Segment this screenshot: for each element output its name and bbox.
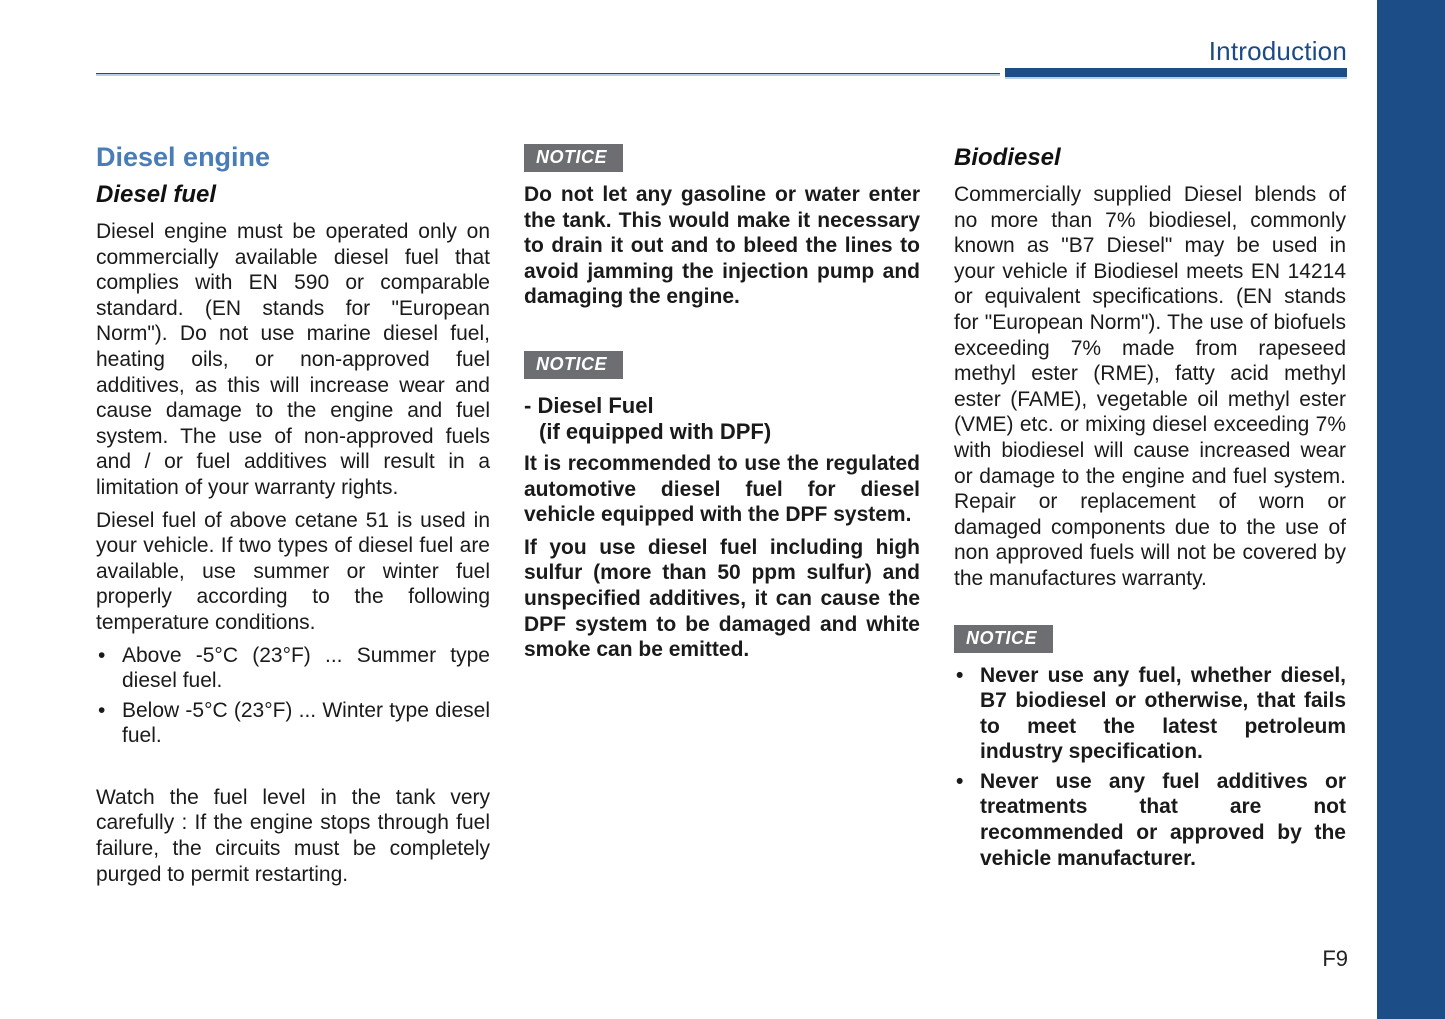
biodiesel-notice-bullet-list [954, 663, 1346, 872]
bullet-summer-fuel: • Above -5°C (23°F) ... Summer type diesel fuel. [96, 643, 490, 694]
notice-badge-3: NOTICE [954, 625, 1053, 653]
diesel-fuel-paragraph-1: Diesel engine must be operated only on commercially available diesel fuel that complies with EN 590 or comparable standard. (EN stands for "European Norm"). Do not use marine diesel fuel, heating oils, or non-approved fuel additives, as this will increase wear and cause damage to the engine and fuel system. The use of non-approved fuels and / or fuel additives will result in a limitation of your warranty rights. [96, 220, 490, 499]
subheading-diesel-fuel: Diesel fuel [96, 181, 217, 208]
notice-badge-2: NOTICE [524, 351, 623, 379]
column-notices [524, 140, 920, 894]
notice-2-heading-line1: - Diesel Fuel [524, 392, 654, 418]
column-diesel-engine [96, 140, 490, 894]
column-biodiesel [954, 140, 1346, 894]
diesel-fuel-paragraph-3: Watch the fuel level in the tank very carefully : If the engine stops through fuel failure, the circuits must be completely purged to permit restarting. [96, 785, 490, 886]
section-title: Introduction [1208, 36, 1347, 66]
content-columns [96, 140, 1348, 894]
diesel-fuel-paragraph-2: Diesel fuel of above cetane 51 is used in your vehicle. If two types of diesel fuel are available, use summer or winter fuel properly according to the following temperature conditions. [96, 508, 490, 634]
biodiesel-paragraph-1: Commercially supplied Diesel blends of no more than 7% biodiesel, commonly known as "B7 Diesel" may be used in your vehicle if Biodiesel meets EN 14214 or equivalent specifications. (EN stands for "European Norm"). The use of biofuels exceeding 7% made from rapeseed methyl ester (RME), fatty acid methyl ester (FAME), vegetable oil methyl ester (VME) etc. or mixing diesel exceeding 7% with biodiesel will cause increased wear or damage to the engine and fuel system. Repair or replacement of worn or damaged components due to the use of non approved fuels will not be covered by the manufactures warranty. [954, 183, 1346, 590]
header-rule-thick [1005, 68, 1347, 79]
heading-diesel-engine: Diesel engine [96, 142, 271, 172]
fuel-type-bullet-list [96, 643, 490, 749]
bullet-never-use-additives: • Never use any fuel additives or treatments that are not recommended or approved by the vehicle manufacturer. [954, 769, 1346, 871]
bullet-winter-fuel: • Below -5°C (23°F) ... Winter type diesel fuel. [96, 698, 490, 749]
notice-2-body-2: If you use diesel fuel including high sulfur (more than 50 ppm sulfur) and unspecified additives, it can cause the DPF system to be damaged and white smoke can be emitted. [524, 535, 920, 662]
section-edge-bar [1377, 0, 1445, 1019]
heading-biodiesel: Biodiesel [954, 144, 1061, 171]
notice-2-body-1: It is recommended to use the regulated automotive diesel fuel for diesel vehicle equipped with the DPF system. [524, 451, 920, 527]
bullet-never-use-fuel: • Never use any fuel, whether diesel, B7 biodiesel or otherwise, that fails to meet the latest petroleum industry specification. [954, 663, 1346, 765]
notice-1-body: Do not let any gasoline or water enter the tank. This would make it necessary to drain it out and to bleed the lines to avoid jamming the injection pump and damaging the engine. [524, 183, 920, 309]
notice-2-heading [524, 393, 920, 445]
page-number: F9 [1322, 946, 1348, 971]
header-rule-thin [96, 73, 1000, 76]
notice-2-heading-line2: (if equipped with DPF) [539, 418, 772, 444]
notice-badge-1: NOTICE [524, 144, 623, 172]
